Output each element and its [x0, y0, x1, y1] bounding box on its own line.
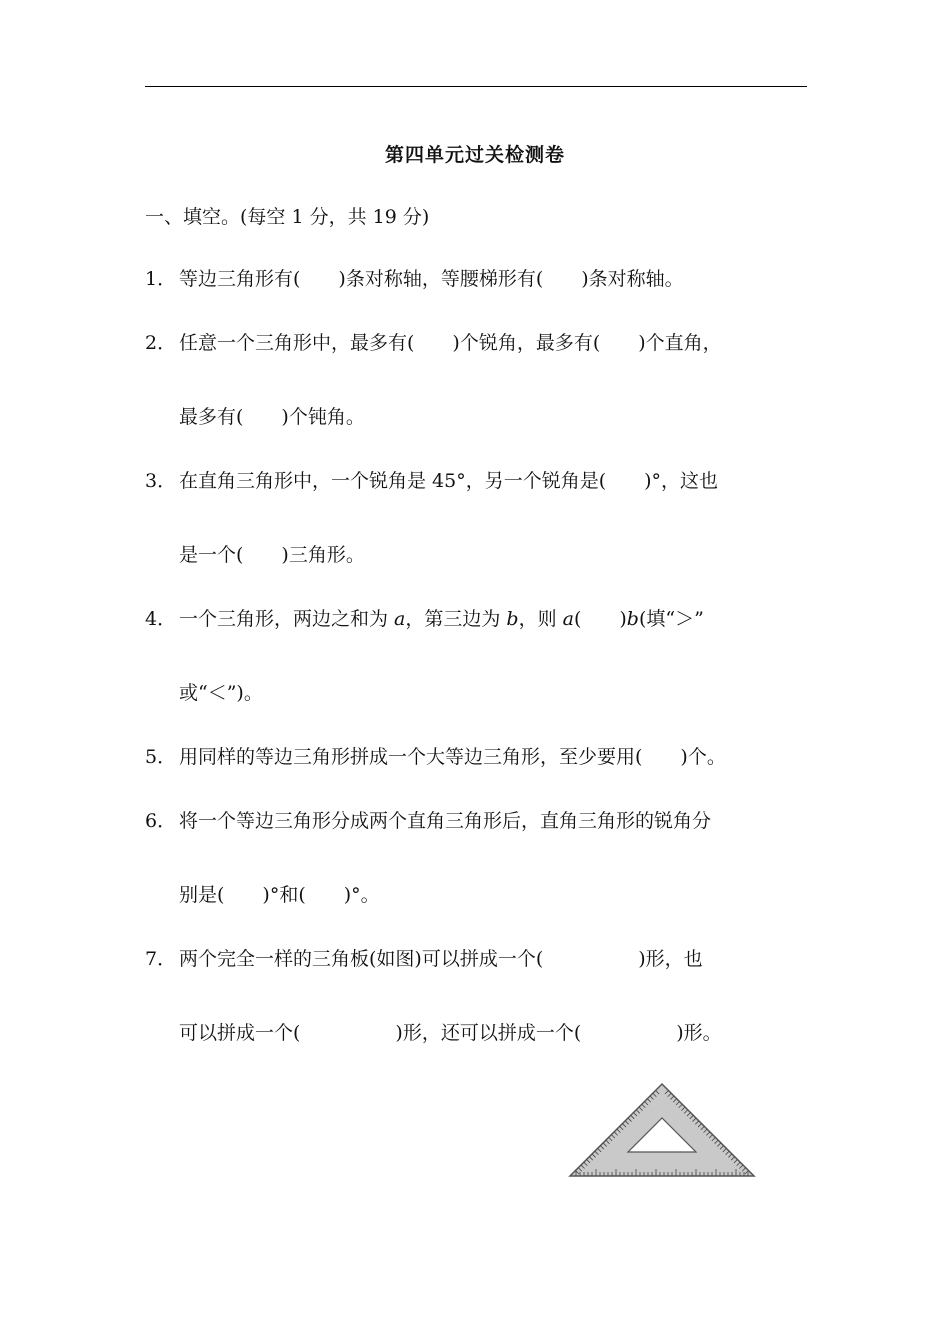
question-number: 1．	[145, 268, 177, 290]
question-2-continuation: 最多有( )个钝角。	[179, 406, 365, 428]
question-2	[145, 330, 722, 356]
header-rule	[145, 86, 807, 87]
question-number: 3．	[145, 470, 177, 492]
answer-blank: ( )	[573, 608, 627, 630]
question-number: 2．	[145, 332, 177, 354]
variable-b: b	[506, 608, 519, 630]
question-text: 任意一个三角形中，最多有( )个锐角，最多有( )个直角，	[179, 332, 722, 354]
question-text: 两个完全一样的三角板(如图)可以拼成一个( )形，也	[179, 948, 703, 970]
question-4	[145, 606, 704, 632]
variable-a: a	[394, 608, 406, 630]
question-text: (填“＞”	[638, 608, 704, 630]
section-heading: 一、填空。(每空 1 分，共 19 分)	[145, 206, 430, 228]
question-5	[145, 744, 726, 770]
question-number: 5．	[145, 746, 177, 768]
question-6	[145, 808, 711, 834]
question-number: 6．	[145, 810, 177, 832]
question-text: 等边三角形有( )条对称轴，等腰梯形有( )条对称轴。	[179, 268, 684, 290]
question-1	[145, 266, 684, 292]
question-3-continuation: 是一个( )三角形。	[179, 544, 365, 566]
question-text: 用同样的等边三角形拼成一个大等边三角形，至少要用( )个。	[179, 746, 726, 768]
question-4-continuation: 或“＜”)。	[179, 682, 263, 704]
question-text: 将一个等边三角形分成两个直角三角形后，直角三角形的锐角分	[179, 810, 712, 832]
question-7-continuation: 可以拼成一个( )形，还可以拼成一个( )形。	[179, 1022, 722, 1044]
variable-a: a	[562, 608, 574, 630]
question-text: 在直角三角形中，一个锐角是 45°，另一个锐角是( )°，这也	[179, 470, 719, 492]
question-3	[145, 468, 718, 494]
question-text: 一个三角形，两边之和为	[179, 608, 395, 630]
set-square-figure	[566, 1080, 758, 1180]
question-6-continuation: 别是( )°和( )°。	[179, 884, 380, 906]
page-title: 第四单元过关检测卷	[384, 144, 565, 166]
question-text: ，第三边为	[405, 608, 507, 630]
question-7	[145, 946, 703, 972]
variable-b: b	[626, 608, 639, 630]
question-text: ，则	[518, 608, 563, 630]
question-number: 4．	[145, 608, 177, 630]
question-number: 7．	[145, 948, 177, 970]
